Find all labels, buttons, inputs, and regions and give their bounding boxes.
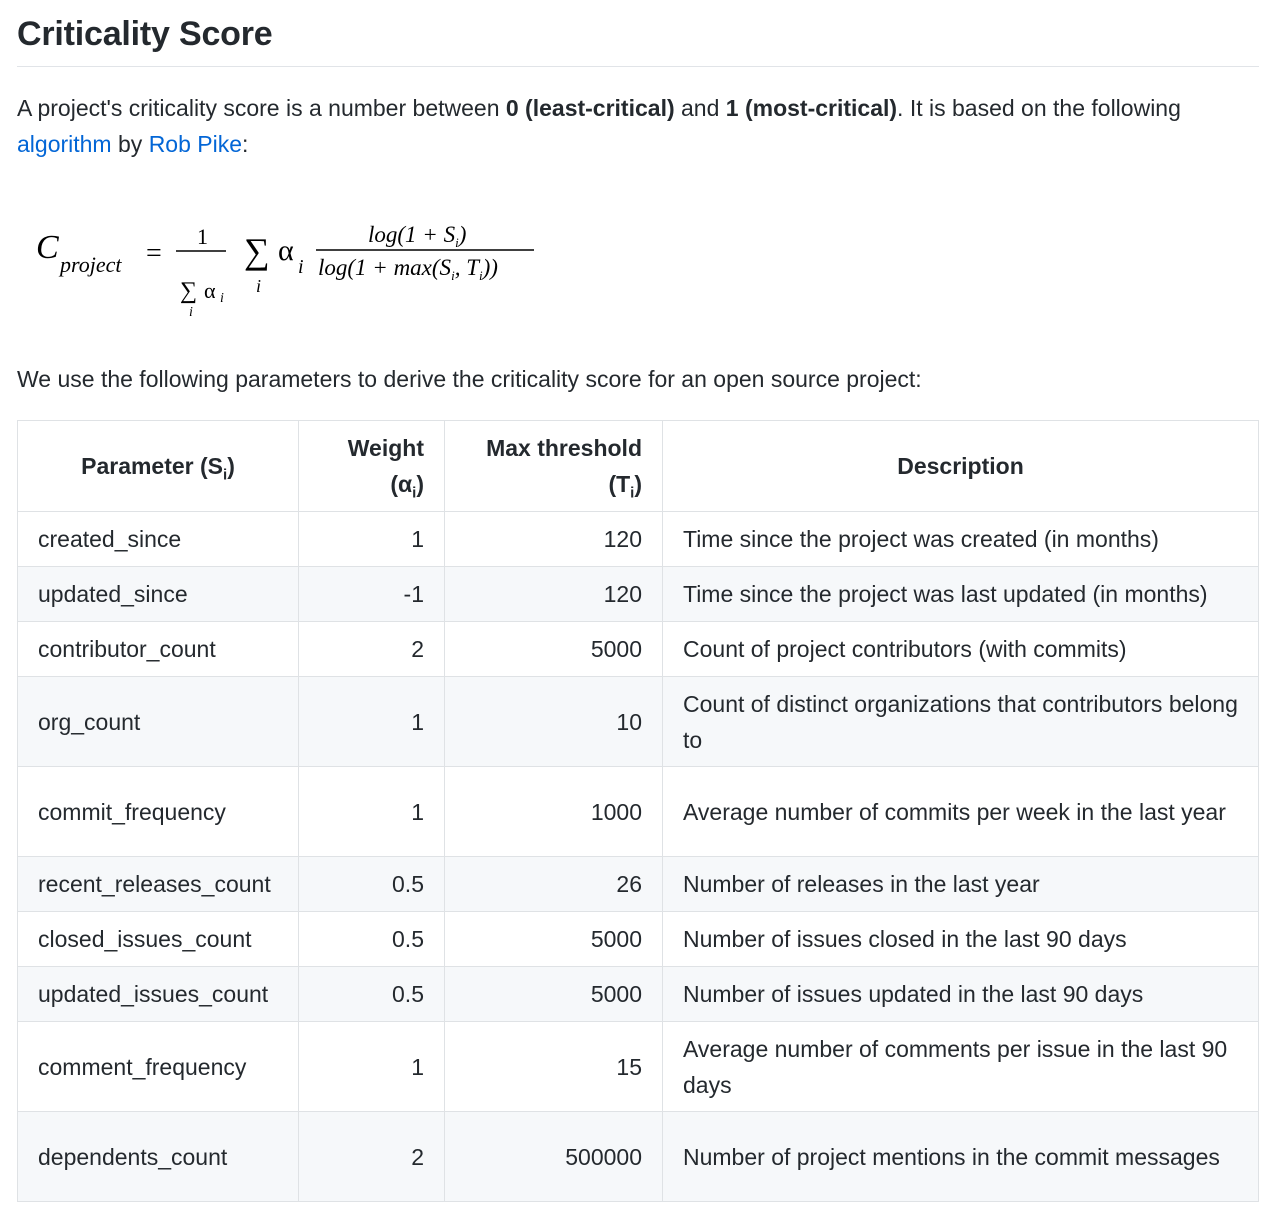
table-body [18,512,1259,1202]
description-cell: Count of distinct organizations that contributors belong to [663,677,1259,767]
formula-alpha-sub: i [298,256,304,278]
weight-cell: 2 [299,1112,445,1202]
max-threshold-cell: 5000 [445,912,663,967]
max-threshold-cell: 15 [445,1022,663,1112]
table-row [18,767,1259,857]
weight-cell: 1 [299,767,445,857]
intro-text-4: by [111,131,149,157]
intro-paragraph [17,90,1262,162]
formula-lhs-c: C [36,229,59,266]
max-threshold-cell: 120 [445,512,663,567]
formula-equals: = [146,238,162,269]
weight-cell: 0.5 [299,967,445,1022]
criticality-formula [34,210,554,325]
param-cell: comment_frequency [18,1022,299,1112]
heading-divider [17,66,1259,67]
description-cell: Average number of comments per issue in the last 90 days [663,1022,1259,1112]
description-cell: Time since the project was created (in months) [663,512,1259,567]
param-cell: dependents_count [18,1112,299,1202]
param-cell: created_since [18,512,299,567]
param-cell: contributor_count [18,622,299,677]
formula-numerator: $\log(1 + S_i)$ [368,222,467,250]
intro-text-2: and [674,95,726,121]
algorithm-link[interactable]: algorithm [17,131,112,157]
formula-denominator: $\log(1 + \max(S_i$, $T_i$)) [318,255,498,283]
formula-alpha-small: α [204,278,216,303]
param-cell: recent_releases_count [18,857,299,912]
weight-cell: 1 [299,1022,445,1112]
header-description: Description [663,421,1259,512]
parameters-intro: We use the following parameters to derive the criticality score for an open source project: [17,366,922,392]
max-threshold-cell: 26 [445,857,663,912]
weight-cell: 0.5 [299,912,445,967]
table-row [18,512,1259,567]
table-row [18,622,1259,677]
weight-cell: 0.5 [299,857,445,912]
intro-bold-most: 1 (most-critical) [725,95,898,121]
intro-bold-least: 0 (least-critical) [505,95,675,121]
param-cell: updated_since [18,567,299,622]
table-row [18,857,1259,912]
formula-sum-large: ∑ [244,231,270,271]
weight-cell: 2 [299,622,445,677]
description-cell: Time since the project was last updated (in months) [663,567,1259,622]
max-threshold-cell: 5000 [445,967,663,1022]
description-cell: Average number of commits per week in the last year [663,767,1259,857]
formula-one: 1 [197,224,208,249]
intro-text-1: A project's criticality score is a number between [17,95,506,121]
table-row [18,912,1259,967]
weight-cell: 1 [299,512,445,567]
parameters-table [17,420,1259,1202]
table-row [18,677,1259,767]
weight-cell: 1 [299,677,445,767]
table-row [18,967,1259,1022]
formula-alpha: α [278,234,294,267]
table-row [18,567,1259,622]
formula-graphic [34,210,554,325]
header-max-threshold: Max threshold $(T_i)$ [445,421,663,512]
table-row [18,1022,1259,1112]
page-title: Criticality Score [17,15,273,53]
max-threshold-cell: 1000 [445,767,663,857]
param-cell: updated_issues_count [18,967,299,1022]
description-cell: Count of project contributors (with commits) [663,622,1259,677]
rob-pike-link[interactable]: Rob Pike [148,131,243,157]
table-row [18,1112,1259,1202]
description-cell: Number of issues updated in the last 90 days [663,967,1259,1022]
param-cell: commit_frequency [18,767,299,857]
formula-lhs-sub: project [60,252,122,277]
formula-alpha-small-sub: i [220,291,224,306]
description-cell: Number of project mentions in the commit messages [663,1112,1259,1202]
max-threshold-cell: 5000 [445,622,663,677]
formula-sum-large-sub: i [256,276,262,296]
max-threshold-cell: 10 [445,677,663,767]
max-threshold-cell: 500000 [445,1112,663,1202]
table-header-row [18,421,1259,512]
description-cell: Number of releases in the last year [663,857,1259,912]
header-parameter: Parameter $(S_i)$ [18,421,299,512]
weight-cell: -1 [299,567,445,622]
param-cell: closed_issues_count [18,912,299,967]
formula-sum-small: ∑ [180,278,198,304]
intro-text-5: : [242,131,249,157]
max-threshold-cell: 120 [445,567,663,622]
param-cell: org_count [18,677,299,767]
intro-text-3: . It is based on the following [897,95,1181,121]
header-weight: Weight $(\alpha_i)$ [299,421,445,512]
formula-sum-small-sub: i [189,305,193,320]
description-cell: Number of issues closed in the last 90 days [663,912,1259,967]
